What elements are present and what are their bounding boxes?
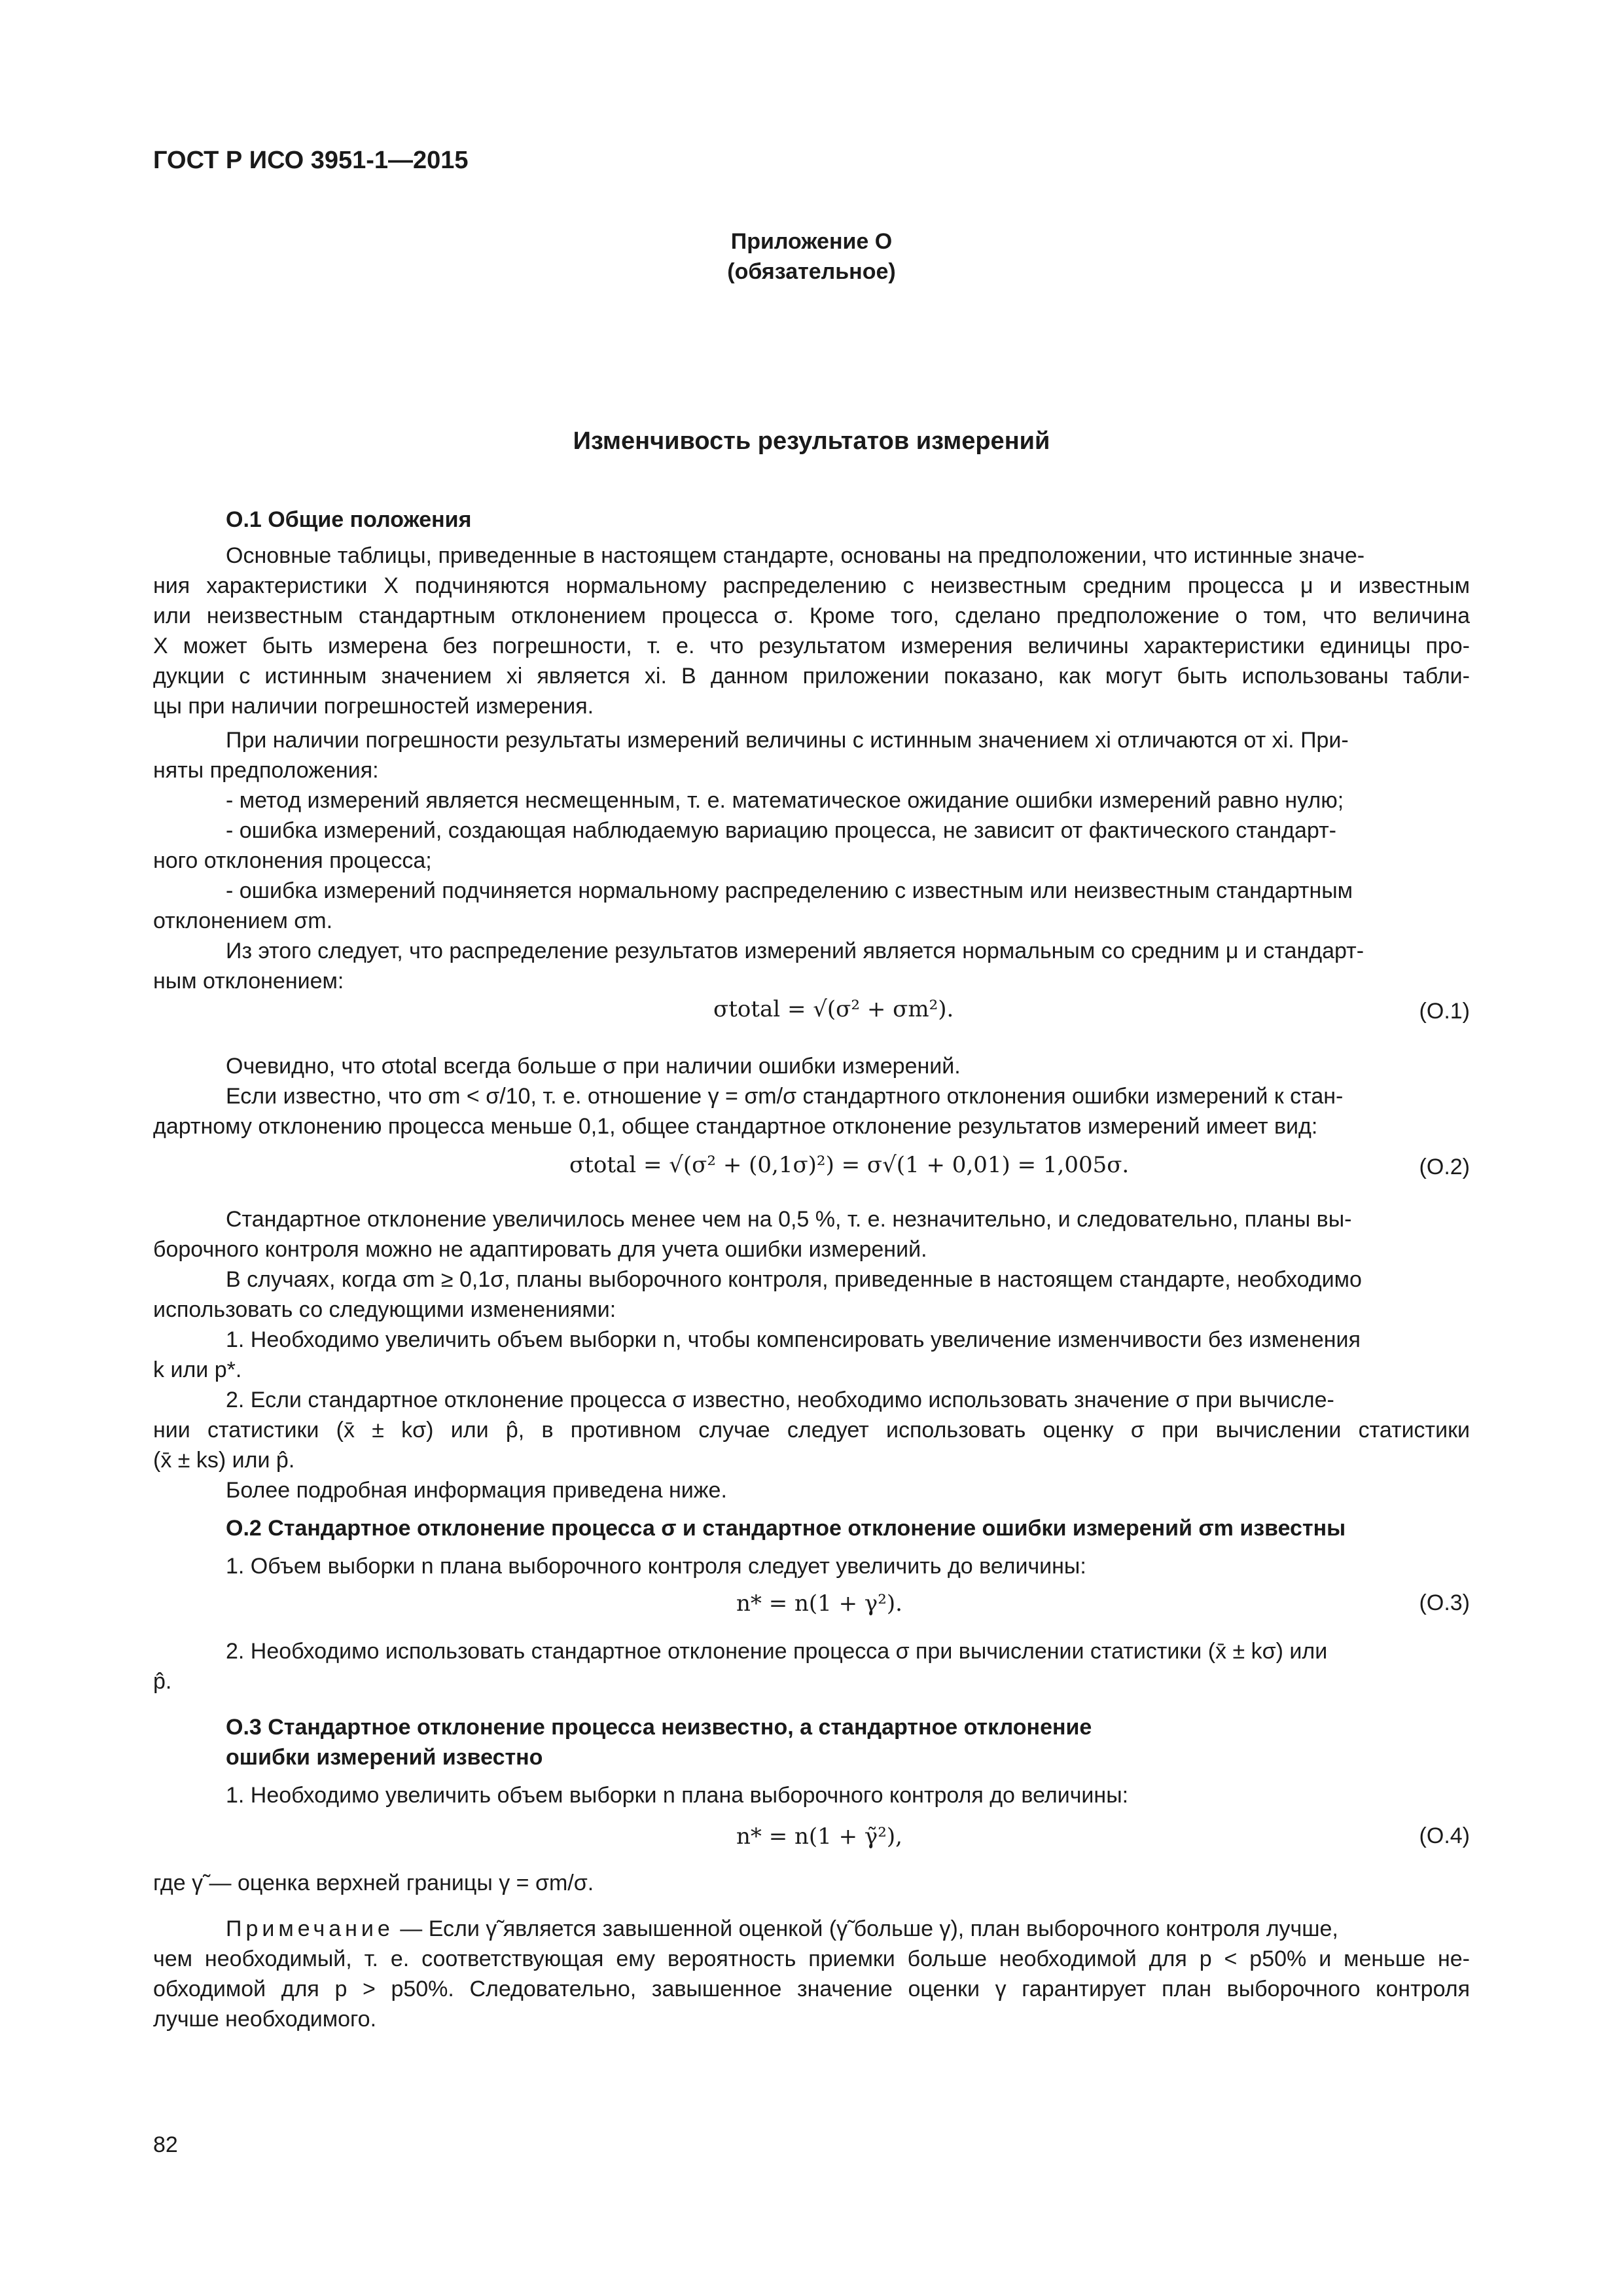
note-text: — Если γ̃ является завышенной оценкой (γ̃ больше γ), план выборочного контроля лучше, [400,1916,1338,1941]
equation-number: (О.3) [1419,1590,1470,1615]
equation-o1: σtotal = √(σ² + σm²). [713,996,954,1022]
paragraph-line: или неизвестным стандартным отклонением процесса σ. Кроме того, сделано предположение о том, что величина [153,603,1470,628]
equation-o3: n* = n(1 + γ²). [736,1590,902,1617]
paragraph-line: Очевидно, что σtotal всегда больше σ при наличии ошибки измерений. [226,1054,961,1079]
note-line: лучше необходимого. [153,2007,377,2032]
paragraph-line: Более подробная информация приведена ниже. [226,1478,727,1503]
note-line [226,1914,1338,1944]
paragraph-line: использовать со следующими изменениями: [153,1297,616,1322]
note-label: Примечание [226,1916,394,1941]
paragraph-line: В случаях, когда σm ≥ 0,1σ, планы выборочного контроля, приведенные в настоящем стандарте, необходимо [226,1267,1362,1292]
paragraph-line: отклонением σm. [153,908,333,933]
paragraph-line: При наличии погрешности результаты измерений величины с истинным значением xi отличаются от xi. При- [226,728,1349,753]
page-title: Изменчивость результатов измерений [573,427,1050,455]
list-item: 2. Если стандартное отклонение процесса σ известно, необходимо использовать значение σ при вычисле- [226,1388,1334,1412]
section-heading-o3: О.3 Стандартное отклонение процесса неизвестно, а стандартное отклонение [226,1715,1092,1740]
list-item: - метод измерений является несмещенным, т. е. математическое ожидание ошибки измерений равно нулю; [226,788,1344,813]
section-heading-o3-cont: ошибки измерений известно [226,1745,543,1770]
list-item: 1. Объем выборки n плана выборочного контроля следует увеличить до величины: [226,1554,1086,1579]
list-item: 1. Необходимо увеличить объем выборки n, чтобы компенсировать увеличение изменчивости без изменения [226,1327,1361,1352]
paragraph-line: цы при наличии погрешностей измерения. [153,694,594,719]
section-heading-o1: О.1 Общие положения [226,507,472,532]
appendix-title: Приложение О [730,229,893,254]
paragraph-line: Стандартное отклонение увеличилось менее чем на 0,5 %, т. е. незначительно, и следовательно, планы вы- [226,1207,1352,1232]
paragraph-line: X может быть измерена без погрешности, т. е. что результатом измерения величины характеристики единицы про- [153,634,1470,658]
equation-number: (О.1) [1419,999,1470,1024]
paragraph-line: ным отклонением: [153,969,344,994]
paragraph-line: дартному отклонению процесса меньше 0,1, общее стандартное отклонение результатов измерений имеет вид: [153,1114,1318,1139]
equation-number: (О.4) [1419,1823,1470,1848]
paragraph-line: p̂. [153,1669,172,1694]
paragraph-line: борочного контроля можно не адаптировать для учета ошибки измерений. [153,1237,927,1262]
paragraph-line: ния характеристики X подчиняются нормальному распределению с неизвестным средним процесса μ и известным [153,573,1470,598]
paragraph-line: где γ̃ — оценка верхней границы γ = σm/σ. [153,1871,594,1895]
list-item: 2. Необходимо использовать стандартное отклонение процесса σ при вычислении статистики (x̄ ± kσ) или [226,1639,1328,1664]
page-number: 82 [153,2132,178,2157]
paragraph-line: няты предположения: [153,758,379,783]
section-heading-o2: О.2 Стандартное отклонение процесса σ и стандартное отклонение ошибки измерений σm известны [226,1516,1346,1541]
paragraph-line: Основные таблицы, приведенные в настоящем стандарте, основаны на предположении, что истинные значе- [226,543,1365,568]
equation-o4: n* = n(1 + γ̃²), [736,1823,902,1850]
paragraph-line: Из этого следует, что распределение результатов измерений является нормальным со средним μ и стандарт- [226,939,1364,963]
appendix-type: (обязательное) [727,259,896,284]
note-line: чем необходимый, т. е. соответствующая ему вероятность приемки больше необходимой для p < p50% и меньше не- [153,1946,1470,1971]
paragraph-line: дукции с истинным значением xi является xi. В данном приложении показано, как могут быть использованы табли- [153,664,1470,689]
list-item: - ошибка измерений, создающая наблюдаемую вариацию процесса, не зависит от фактического стандарт- [226,818,1336,843]
equation-number: (О.2) [1419,1155,1470,1179]
paragraph-line: k или p*. [153,1357,242,1382]
paragraph-line: ного отклонения процесса; [153,848,432,873]
list-item: 1. Необходимо увеличить объем выборки n плана выборочного контроля до величины: [226,1783,1129,1808]
equation-o2: σtotal = √(σ² + (0,1σ)²) = σ√(1 + 0,01) = 1,005σ. [569,1152,1130,1178]
standard-id: ГОСТ Р ИСО 3951-1—2015 [153,147,469,174]
note-line: обходимой для p > p50%. Следовательно, завышенное значение оценки γ гарантирует план выборочного контроля [153,1977,1470,2001]
paragraph-line: нии статистики (x̄ ± kσ) или p̂, в противном случае следует использовать оценку σ при вычислении статистики [153,1418,1470,1443]
paragraph-line: (x̄ ± ks) или p̂. [153,1448,295,1473]
paragraph-line: Если известно, что σm < σ/10, т. е. отношение γ = σm/σ стандартного отклонения ошибки измерений к стан- [226,1084,1344,1109]
list-item: - ошибка измерений подчиняется нормальному распределению с известным или неизвестным стандартным [226,878,1353,903]
